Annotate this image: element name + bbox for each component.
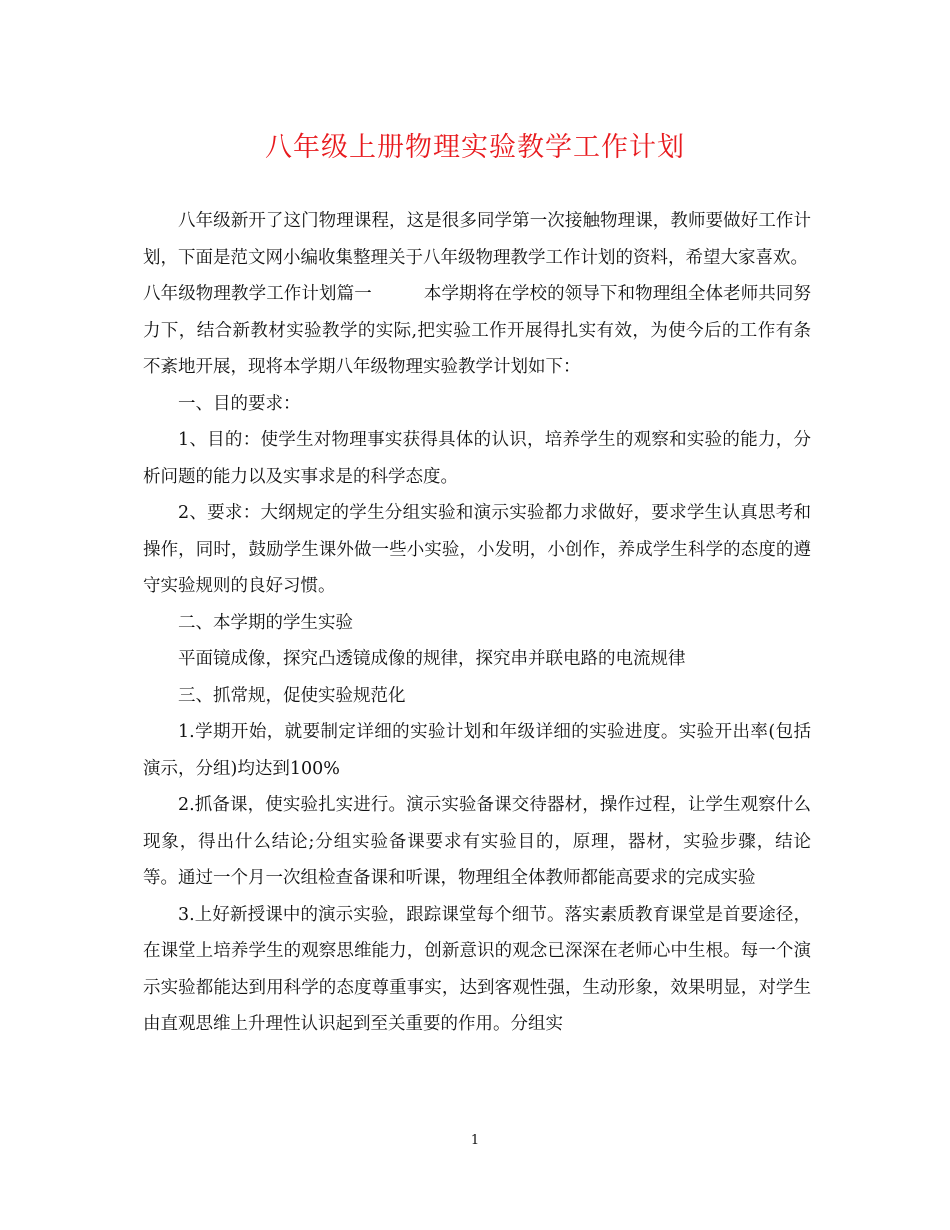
heading-student-experiments: 二、本学期的学生实验 [178, 612, 353, 633]
section-intro: 本学期将在学校的领导下和物理组全体老师共同努力下，结合新教材实验教学的实际,把实验工作开展得扎实有效，为使今后的工作有条不紊地开展，现将本学期八年级物理实验教学计划如下： [143, 284, 812, 377]
document-title: 八年级上册物理实验教学工作计划 [265, 132, 685, 163]
heading-routine: 三、抓常规，促使实验规范化 [178, 685, 406, 706]
page-number: 1 [470, 1133, 480, 1148]
experiment-list: 平面镜成像，探究凸透镜成像的规律，探究串并联电路的电流规律 [178, 649, 686, 669]
document-body [143, 203, 811, 1043]
intro-paragraph: 八年级新开了这门物理课程，这是很多同学第一次接触物理课，教师要做好工作计划，下面是范文网小编收集整理关于八年级物理教学工作计划的资料，希望大家喜欢。 [143, 211, 811, 268]
item-routine-demo: 3.上好新授课中的演示实验，跟踪课堂每个细节。落实素质教育课堂是首要途径，在课堂上培养学生的观察思维能力，创新意识的观念已深深在老师心中生根。每一个演示实验都能达到用科学的态度尊重事实，达到客观性强，生动形象，效果明显，对学生由直观思维上升理性认识起到至关重要的作用。分组实 [143, 904, 811, 1034]
section-paragraph [143, 276, 811, 386]
item-routine-plan: 1.学期开始，就要制定详细的实验计划和年级详细的实验进度。实验开出率(包括演示，分组)均达到100% [143, 722, 811, 779]
section-heading: 八年级物理教学工作计划篇一 [143, 284, 372, 304]
item-routine-prep: 2.抓备课，使实验扎实进行。演示实验备课交待器材，操作过程，让学生观察什么现象，得出什么结论;分组实验备课要求有实验目的，原理，器材，实验步骤，结论等。通过一个月一次组检查备课和听课，物理组全体教师都能高要求的完成实验 [143, 795, 811, 888]
heading-objectives: 一、目的要求： [178, 393, 301, 414]
item-objective-purpose: 1、目的：使学生对物理事实获得具体的认识，培养学生的观察和实验的能力，分析问题的能力以及实事求是的科学态度。 [143, 430, 811, 487]
item-objective-requirement: 2、要求：大纲规定的学生分组实验和演示实验都力求做好，要求学生认真思考和操作，同时，鼓励学生课外做一些小实验，小发明，小创作，养成学生科学的态度的遵守实验规则的良好习惯。 [143, 503, 811, 596]
